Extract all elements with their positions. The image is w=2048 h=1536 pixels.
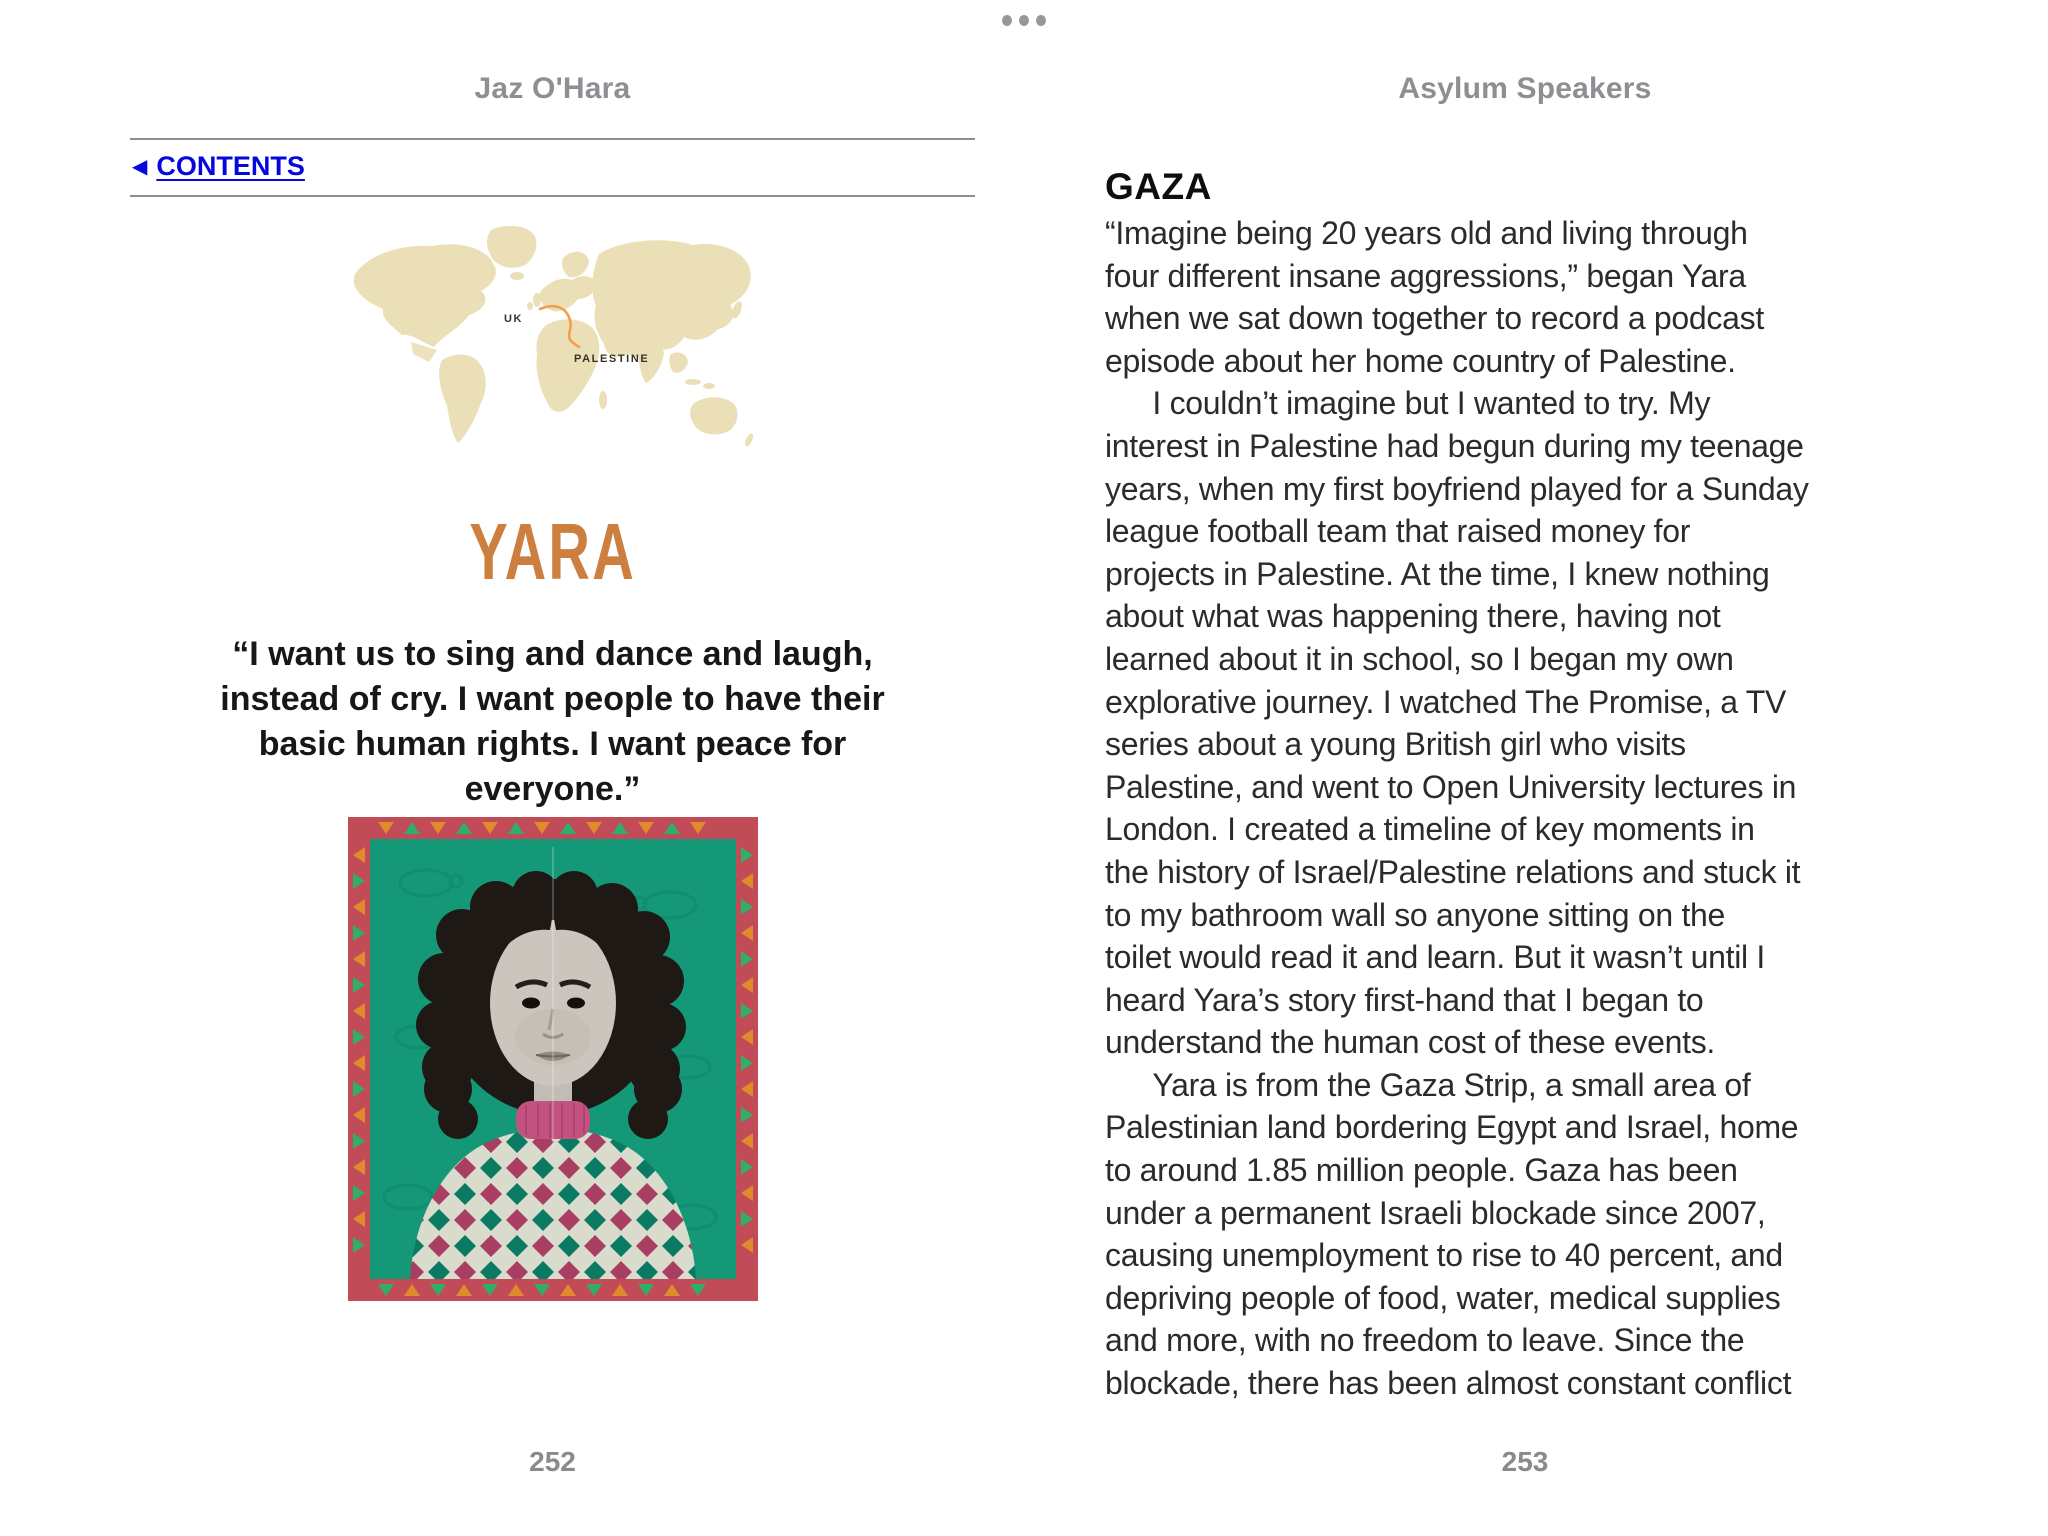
ellipsis-icon [1002,15,1046,26]
body-line: to around 1.85 million people. Gaza has been [1105,1152,1738,1189]
body-line: Palestinian land bordering Egypt and Israel, home [1105,1109,1799,1146]
body-line: “Imagine being 20 years old and living through [1105,215,1748,251]
body-line: years, when my first boyfriend played for a Sunday [1105,470,1809,507]
body-line: episode about her home country of Palestine. [1105,342,1736,379]
quote-line: everyone.” [464,770,641,808]
body-line: four different insane aggressions,” began Yara [1105,257,1746,294]
body-line: depriving people of food, water, medical supplies [1105,1279,1781,1316]
body-line: interest in Palestine had begun during my teenage [1105,427,1804,464]
portrait-image [348,817,758,1306]
body-line: I couldn’t imagine but I wanted to try. My [1105,385,1711,422]
body-line: and more, with no freedom to leave. Since the [1105,1322,1745,1359]
body-line: heard Yara’s story first-hand that I began to [1105,981,1704,1018]
continents [353,226,754,448]
body-line: series about a young British girl who visits [1105,726,1686,763]
body-line: Yara is from the Gaza Strip, a small area of [1105,1066,1751,1103]
body-line: blockade, there has been almost constant conflict [1105,1365,1792,1402]
back-arrow-icon: ◀ [132,155,148,178]
contents-link[interactable] [132,151,305,182]
body-line: about what was happening there, having not [1105,598,1721,635]
body-line: understand the human cost of these events. [1105,1024,1716,1061]
body-line: league football team that raised money for [1105,513,1691,550]
body-line: projects in Palestine. At the time, I knew nothing [1105,555,1770,592]
contents-bar [130,138,975,197]
map-origin-label: UK [503,313,523,325]
right-page [1105,0,1945,1536]
body-line: Palestine, and went to Open University lectures in [1105,768,1797,805]
body-line: explorative journey. I watched The Promise, a TV [1105,683,1787,720]
body-line: toilet would read it and learn. But it wasn’t until I [1105,939,1766,976]
left-page-number: 252 [529,1446,576,1477]
body-line: the history of Israel/Palestine relations and stuck it [1105,853,1801,890]
left-page [130,0,975,1536]
body-line: causing unemployment to rise to 40 percent, and [1105,1237,1783,1274]
running-header-author: Jaz O'Hara [474,72,631,105]
more-options-button[interactable] [1002,15,1046,26]
body-line: London. I created a timeline of key moments in [1105,811,1755,848]
world-map-illustration [341,214,765,475]
map-destination-label: PALESTINE [573,353,649,365]
chapter-quote [130,632,975,812]
section-heading: GAZA [1105,166,1212,207]
chapter-title: YARA [469,507,636,596]
body-line: when we sat down together to record a podcast [1105,300,1764,337]
quote-line: “I want us to sing and dance and laugh, [232,635,873,673]
contents-link-label: CONTENTS [156,151,305,181]
body-line: learned about it in school, so I began my own [1105,640,1734,677]
running-header-book-title: Asylum Speakers [1398,72,1652,105]
body-line: under a permanent Israeli blockade since 2007, [1105,1194,1766,1231]
body-line: to my bathroom wall so anyone sitting on the [1105,896,1726,933]
body-text [1105,212,1945,1405]
quote-line: instead of cry. I want people to have their [220,680,885,718]
right-page-number: 253 [1501,1446,1549,1477]
quote-line: basic human rights. I want peace for [258,725,847,763]
